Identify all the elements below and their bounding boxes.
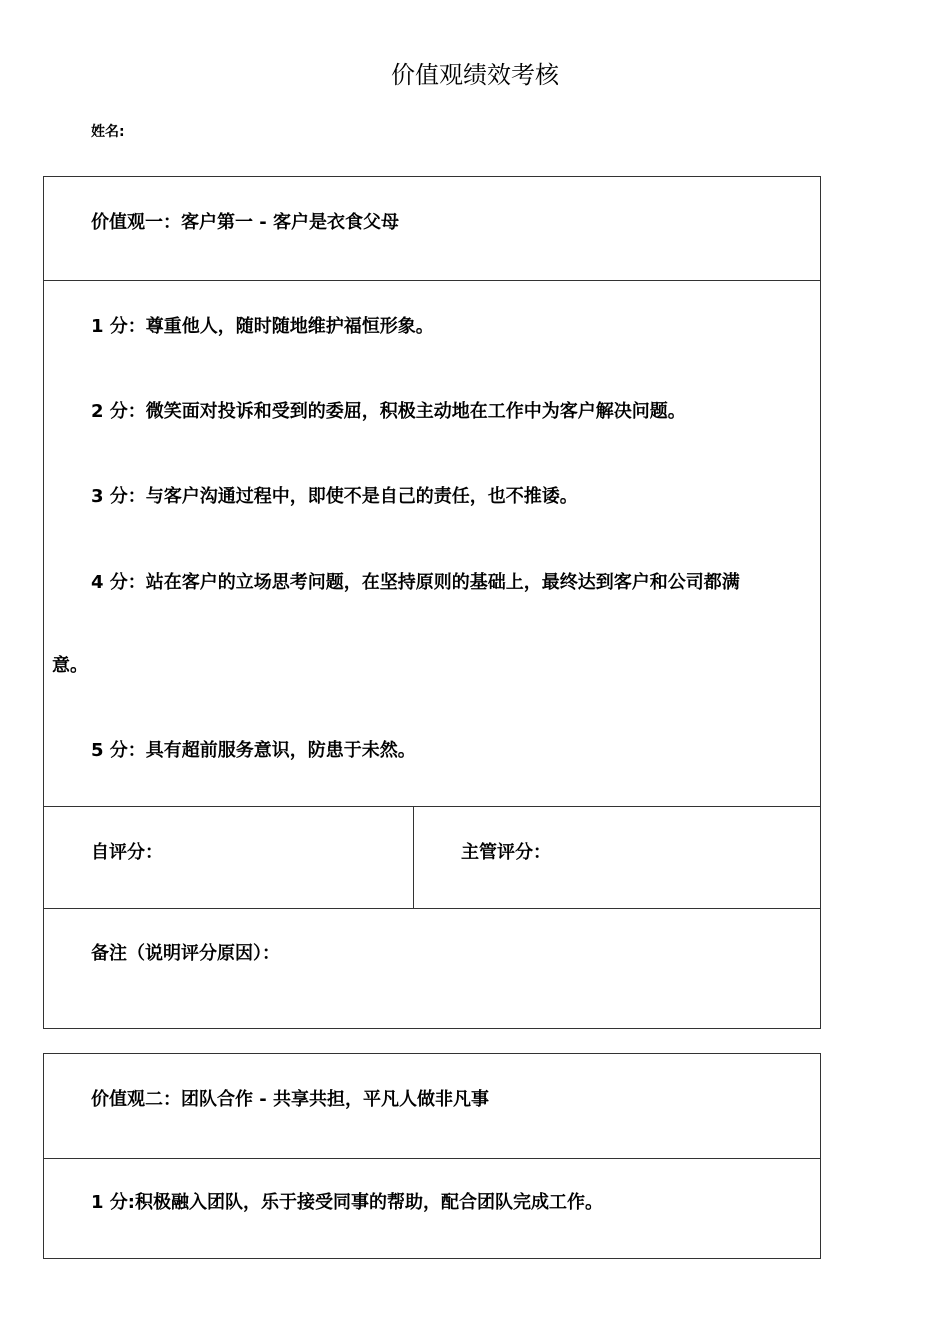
value-two-heading: 价值观二：团队合作 - 共享共担，平凡人做非凡事 [91,1089,490,1110]
remarks-label: 备注（说明评分原因）： [91,943,280,964]
value-one-heading: 价值观一：客户第一 - 客户是衣食父母 [91,212,400,233]
value-one-criteria-row [44,280,820,806]
value-two-heading-row [44,1054,820,1158]
value-two-criteria-row [44,1158,820,1258]
value-one-table [43,176,821,1029]
criterion-4-continued: 意。 [52,655,88,676]
self-score-label: 自评分： [91,842,163,863]
criterion-1: 1 分：尊重他人，随时随地维护福恒形象。 [91,316,434,337]
score-divider [413,807,414,908]
score-row [44,806,820,908]
manager-score-label: 主管评分： [461,842,551,863]
remarks-row [44,908,820,1028]
criterion-5: 5 分：具有超前服务意识，防患于未然。 [91,740,416,761]
criterion-3: 3 分：与客户沟通过程中，即使不是自己的责任，也不推诿。 [91,486,578,507]
value-two-criterion-1: 1 分:积极融入团队，乐于接受同事的帮助，配合团队完成工作。 [91,1192,603,1213]
criterion-4: 4 分：站在客户的立场思考问题，在坚持原则的基础上，最终达到客户和公司都满 [91,572,740,593]
value-one-heading-row [44,177,820,280]
name-label: 姓名: [91,124,125,140]
value-two-table [43,1053,821,1259]
page-title: 价值观绩效考核 [391,61,559,89]
criterion-2: 2 分：微笑面对投诉和受到的委屈，积极主动地在工作中为客户解决问题。 [91,401,686,422]
